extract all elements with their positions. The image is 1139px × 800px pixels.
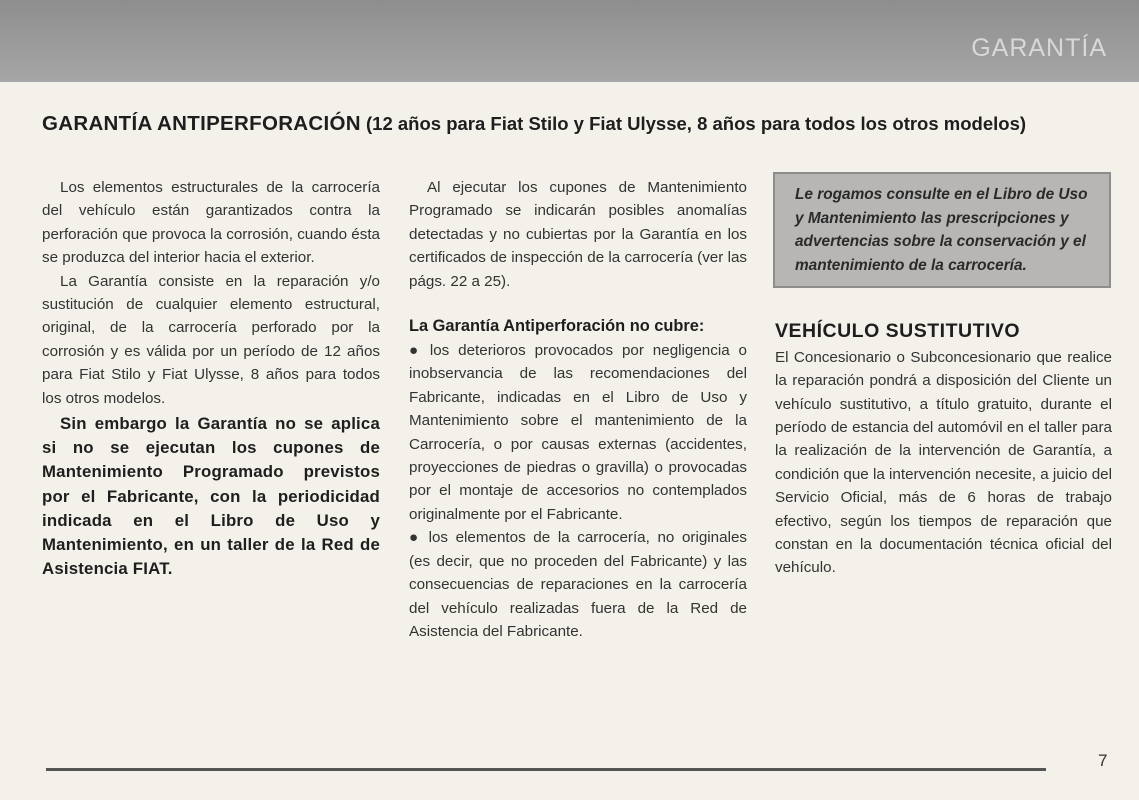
section-heading-replacement-vehicle: VEHÍCULO SUSTITUTIVO	[775, 320, 1021, 343]
note-box: Le rogamos consulte en el Libro de Uso y Mantenimiento las prescripciones y advertencias sobre la conservación y el mantenimiento de la carrocería.	[773, 172, 1111, 288]
paragraph-maintenance-coupons: Al ejecutar los cupones de Mantenimiento Programado se indicarán posibles anomalías detectadas y no cubiertas por la Garantía en los certificados de inspección de la carrocería (ver las págs. 22 a 25).	[409, 179, 747, 290]
page-title-sub: (12 años para Fiat Stilo y Fiat Ulysse, 8 años para todos los otros modelos)	[360, 113, 1027, 134]
paragraph-replacement-vehicle: El Concesionario o Subconcesionario que realice la reparación pondrá a disposición del Cliente un vehículo sustitutivo, a título gratuito, durante el período de estancia del automóvil en el taller para la realización de la intervención de Garantía, a condición que la intervención necesite, a juicio del Servicio Oficial, más de 6 horas de trabajo efectivo, según los tiempos de reparación que constan en la documentación técnica oficial del vehículo.	[775, 348, 1112, 577]
header-band	[0, 0, 1139, 82]
list-item-text: los deterioros provocados por negligencia o inobservancia de las recomendaciones del Fabricante, indicadas en el Libro de Uso y Mantenimiento sobre el mantenimiento de la Carrocería, o por causas externas (accidentes, proyecciones de piedras o gravilla) o provocadas por el montaje de accesorios no contemplados originalmente por el Fabricante.	[409, 342, 747, 523]
column-middle	[409, 176, 747, 643]
paragraph-structural-elements: Los elementos estructurales de la carrocería del vehículo están garantizados contra la perforación que provoca la corrosión, cuando ésta se produzca del interior hacia el exterior.	[42, 179, 380, 267]
page-number: 7	[1098, 751, 1108, 770]
paragraph-warranty-scope: La Garantía consiste en la reparación y/o sustitución de cualquier elemento estructural, original, de la carrocería perforado por la corrosión y es válida por un período de 12 años para Fiat Stilo y Fiat Ulysse, 8 años para todos los otros modelos.	[42, 272, 380, 407]
column-left	[42, 176, 380, 581]
list-item	[409, 339, 747, 526]
footer-divider	[46, 768, 1046, 771]
page-title-main: GARANTÍA ANTIPERFORACIÓN	[42, 112, 361, 135]
section-header-title: GARANTÍA	[971, 34, 1107, 62]
page-title	[42, 112, 1122, 136]
list-item	[409, 526, 747, 643]
bullet-icon: ●	[409, 529, 422, 547]
column-right	[775, 172, 1112, 580]
bullet-icon: ●	[409, 342, 423, 360]
list-item-text: los elementos de la carrocería, no originales (es decir, que no proceden del Fabricante) y las consecuencias de reparaciones en la carrocería del vehículo realizadas fuera de la Red de Asistencia del Fabricante.	[409, 529, 747, 640]
subheading-not-covered: La Garantía Antiperforación no cubre:	[409, 317, 705, 336]
paragraph-warranty-exclusion: Sin embargo la Garantía no se aplica si no se ejecutan los cupones de Mantenimiento Programado previstos por el Fabricante, con la periodicidad indicada en el Libro de Uso y Mantenimiento, en un taller de la Red de Asistencia FIAT.	[42, 414, 380, 579]
